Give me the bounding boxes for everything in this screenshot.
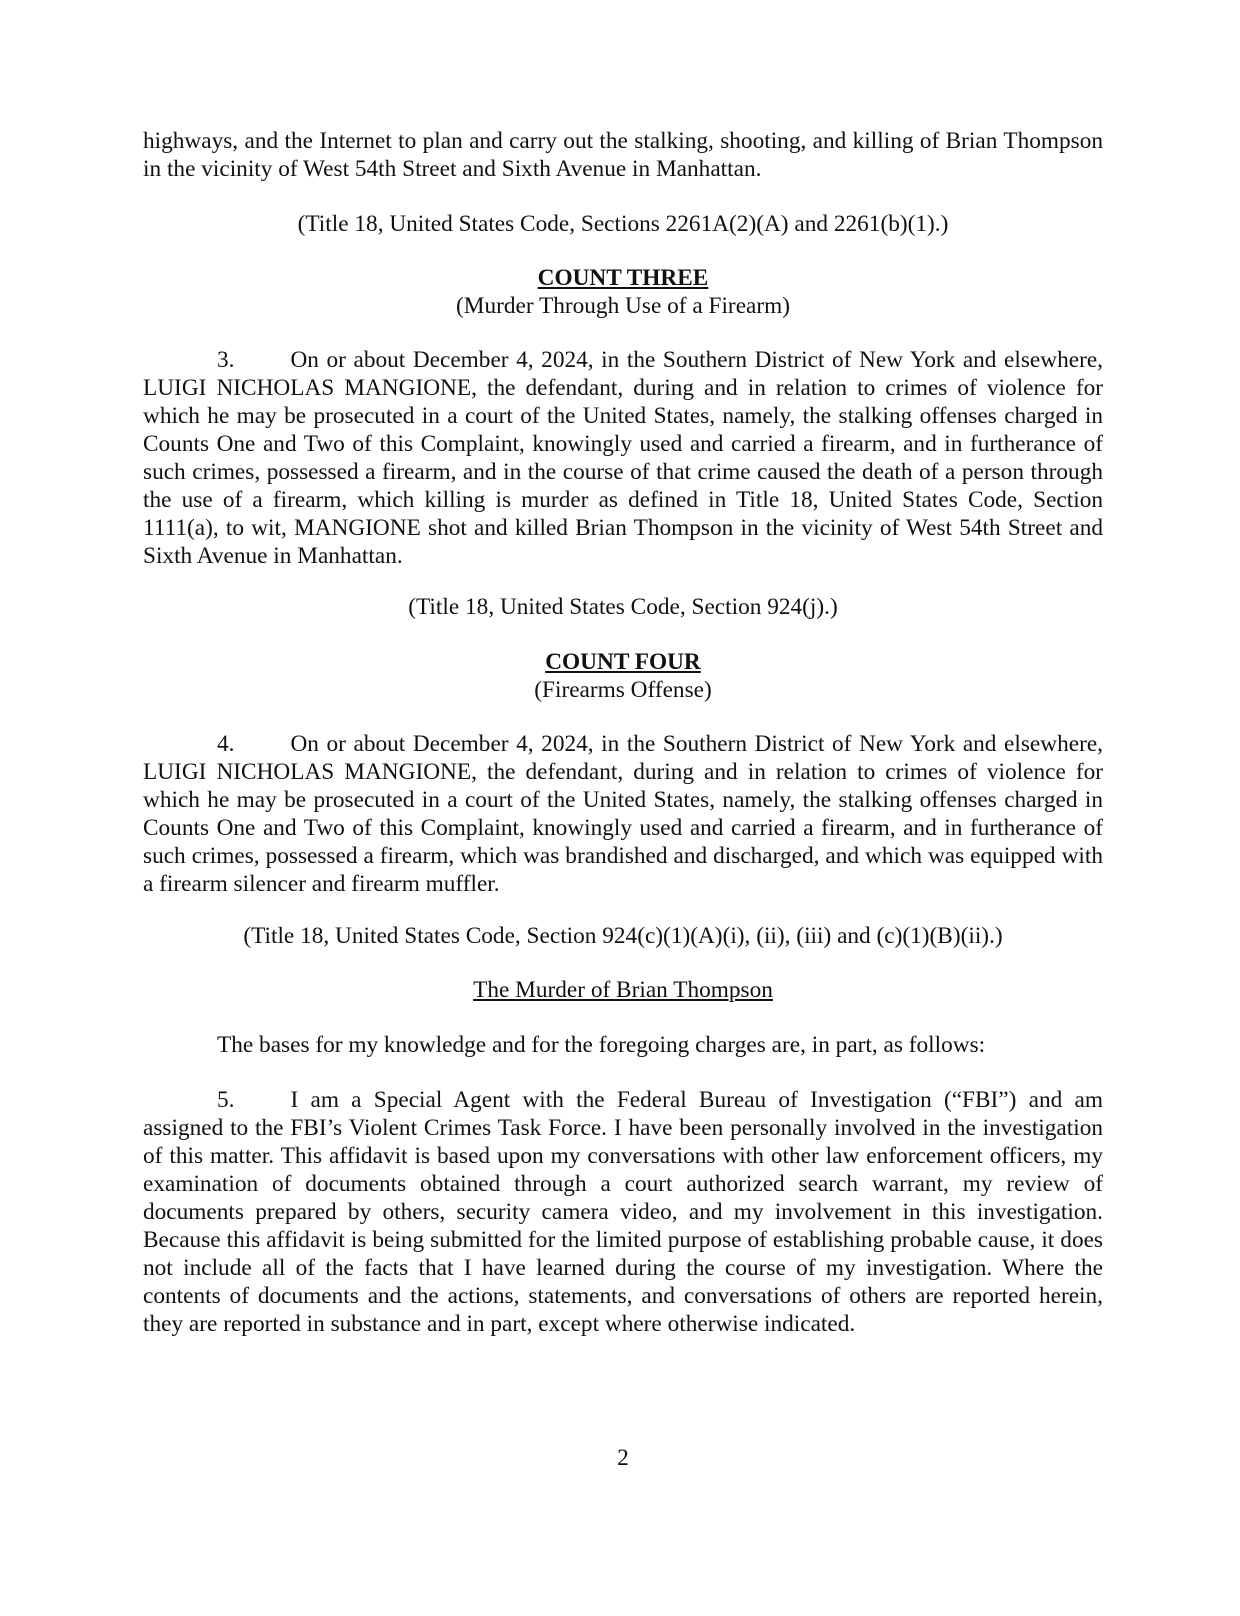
paragraph-number: 5. xyxy=(217,1087,235,1113)
top-paragraph: highways, and the Internet to plan and carry out the stalking, shooting, and killing of Brian Thompson in the vicinity of West 54th Street and Sixth Avenue in Manhattan. xyxy=(143,128,1103,182)
page-number: 2 xyxy=(617,1445,629,1471)
count-four-subheading: (Firearms Offense) xyxy=(534,677,712,703)
paragraph-number: 4. xyxy=(217,731,235,757)
count-three-paragraph xyxy=(143,346,1103,570)
citation-count-three: (Title 18, United States Code, Section 924(j).) xyxy=(408,594,838,620)
paragraph-text: On or about December 4, 2024, in the Southern District of New York and elsewhere, LUIGI NICHOLAS MANGIONE, the defendant, during and in relation to crimes of violence for which he may be prosecuted in a court of the United States, namely, the stalking offenses charged in Counts One and Two of this Complaint, knowingly used and carried a firearm, and in furtherance of such crimes, possessed a firearm, which was brandished and discharged, and which was equipped with a firearm silencer and firearm muffler. xyxy=(143,731,1103,897)
citation-count-two: (Title 18, United States Code, Sections 2261A(2)(A) and 2261(b)(1).) xyxy=(297,211,949,237)
citation-count-four: (Title 18, United States Code, Section 924(c)(1)(A)(i), (ii), (iii) and (c)(1)(B)(ii).) xyxy=(243,923,1003,949)
count-four-paragraph xyxy=(143,730,1103,898)
bases-intro: The bases for my knowledge and for the foregoing charges are, in part, as follows: xyxy=(217,1032,986,1058)
count-three-subheading: (Murder Through Use of a Firearm) xyxy=(455,293,791,319)
paragraph-text: On or about December 4, 2024, in the Southern District of New York and elsewhere, LUIGI NICHOLAS MANGIONE, the defendant, during and in relation to crimes of violence for which he may be prosecuted in a court of the United States, namely, the stalking offenses charged in Counts One and Two of this Complaint, knowingly used and carried a firearm, and in furtherance of such crimes, possessed a firearm, and in the course of that crime caused the death of a person through the use of a firearm, which killing is murder as defined in Title 18, United States Code, Section 1111(a), to wit, MANGIONE shot and killed Brian Thompson in the vicinity of West 54th Street and Sixth Avenue in Manhattan. xyxy=(143,347,1103,569)
paragraph-text: I am a Special Agent with the Federal Bureau of Investigation (“FBI”) and am assigned to the FBI’s Violent Crimes Task Force. I have been personally involved in the investigation of this matter. This affidavit is based upon my conversations with other law enforcement officers, my examination of documents obtained through a court authorized search warrant, my review of documents prepared by others, security camera video, and my involvement in this investigation. Because this affidavit is being submitted for the limited purpose of establishing probable cause, it does not include all of the facts that I have learned during the course of my investigation. Where the contents of documents and the actions, statements, and conversations of others are reported herein, they are reported in substance and in part, except where otherwise indicated. xyxy=(143,1087,1103,1337)
section-title: The Murder of Brian Thompson xyxy=(473,977,773,1003)
paragraph-5 xyxy=(143,1086,1103,1338)
paragraph-number: 3. xyxy=(217,347,235,373)
count-four-heading: COUNT FOUR xyxy=(545,649,701,675)
count-three-heading: COUNT THREE xyxy=(537,265,709,291)
